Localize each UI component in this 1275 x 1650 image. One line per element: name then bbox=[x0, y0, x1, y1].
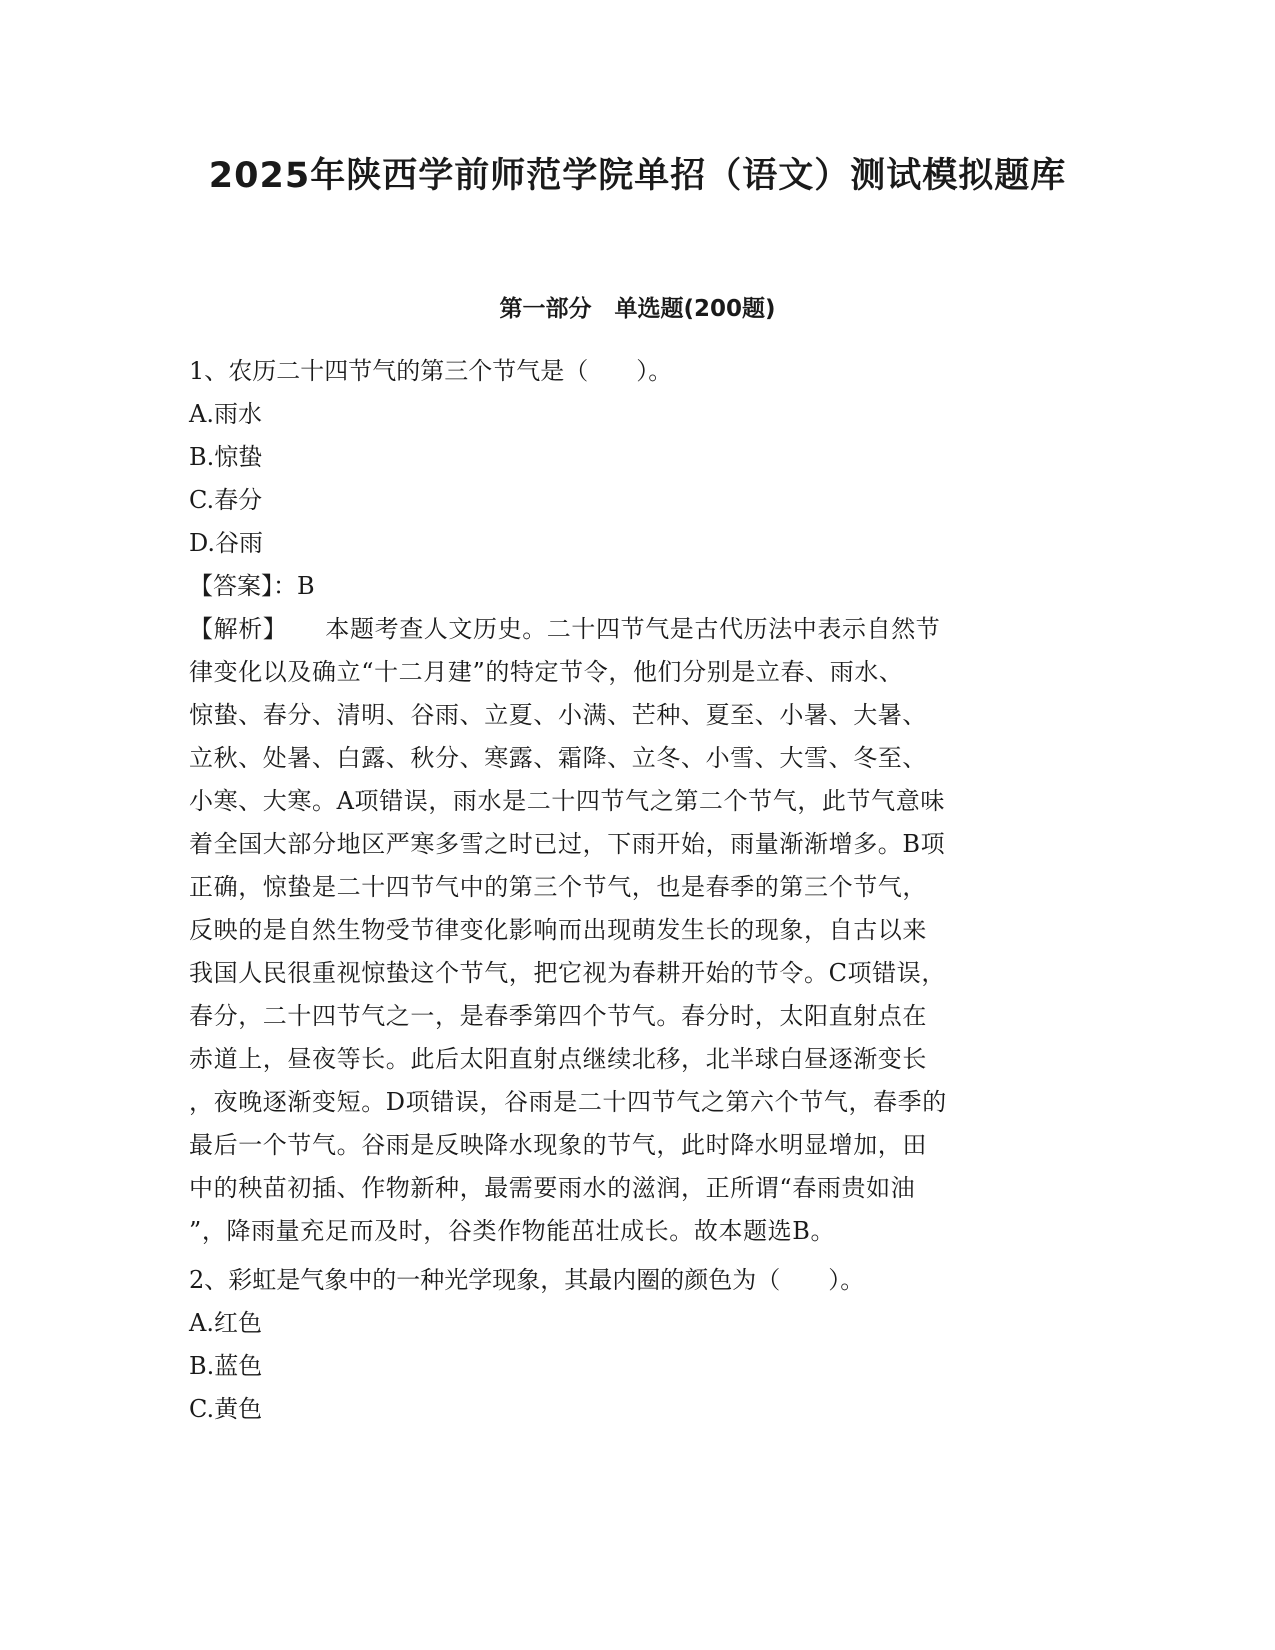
answer-line bbox=[189, 565, 1089, 608]
explanation-line: 立秋、处暑、白露、秋分、寒露、霜降、立冬、小雪、大雪、冬至、 bbox=[189, 744, 927, 772]
explanation-text: 本题考查人文历史。二十四节气是古代历法中表示自然节 bbox=[325, 615, 941, 643]
explanation-line: 着全国大部分地区严寒多雪之时已过，下雨开始，雨量渐渐增多。B项 bbox=[189, 830, 946, 858]
option-b: B.蓝色 bbox=[189, 1352, 263, 1380]
explanation-line: ，夜晚逐渐变短。D项错误，谷雨是二十四节气之第六个节气，春季的 bbox=[189, 1088, 947, 1116]
option-a: A.雨水 bbox=[189, 400, 262, 428]
option-a: A.红色 bbox=[189, 1309, 262, 1337]
section-heading: 第一部分 单选题(200题) bbox=[499, 296, 776, 322]
explanation-line: 最后一个节气。谷雨是反映降水现象的节气，此时降水明显增加，田 bbox=[189, 1131, 927, 1159]
option-d: D.谷雨 bbox=[189, 529, 264, 557]
answer-value: B bbox=[297, 572, 315, 600]
explanation-line: ”，降雨量充足而及时，谷类作物能茁壮成长。故本题选B。 bbox=[189, 1217, 836, 1245]
explanation-line: 反映的是自然生物受节律变化影响而出现萌发生长的现象，自古以来 bbox=[189, 916, 927, 944]
option-c: C.春分 bbox=[189, 486, 263, 514]
explanation-label: 【解析】 bbox=[189, 615, 288, 643]
explanation-line: 中的秧苗初插、作物新种，最需要雨水的滋润，正所谓“春雨贵如油 bbox=[189, 1174, 916, 1202]
document-title: 2025年陕西学前师范学院单招（语文）测试模拟题库 bbox=[208, 156, 1067, 196]
question-block bbox=[189, 1259, 1089, 1431]
explanation-line: 赤道上，昼夜等长。此后太阳直射点继续北移，北半球白昼逐渐变长 bbox=[189, 1045, 927, 1073]
explanation-line: 惊蛰、春分、清明、谷雨、立夏、小满、芒种、夏至、小暑、大暑、 bbox=[189, 701, 927, 729]
explanation-line: 律变化以及确立“十二月建”的特定节令，他们分别是立春、雨水、 bbox=[189, 658, 904, 686]
question-block bbox=[189, 350, 1089, 1253]
option-c: C.黄色 bbox=[189, 1395, 263, 1423]
question-list bbox=[189, 350, 1089, 1431]
question-stem: 1、农历二十四节气的第三个节气是（ ）。 bbox=[189, 357, 673, 385]
option-b: B.惊蛰 bbox=[189, 443, 263, 471]
question-stem: 2、彩虹是气象中的一种光学现象，其最内圈的颜色为（ ）。 bbox=[189, 1266, 865, 1294]
explanation-line bbox=[189, 608, 1089, 651]
explanation-line: 春分，二十四节气之一，是春季第四个节气。春分时，太阳直射点在 bbox=[189, 1002, 927, 1030]
explanation-line: 小寒、大寒。A项错误，雨水是二十四节气之第二个节气，此节气意味 bbox=[189, 787, 945, 815]
explanation-line: 我国人民很重视惊蛰这个节气，把它视为春耕开始的节令。C项错误， bbox=[189, 959, 946, 987]
explanation-line: 正确，惊蛰是二十四节气中的第三个节气，也是春季的第三个节气， bbox=[189, 873, 927, 901]
answer-label: 【答案】： bbox=[189, 572, 297, 600]
